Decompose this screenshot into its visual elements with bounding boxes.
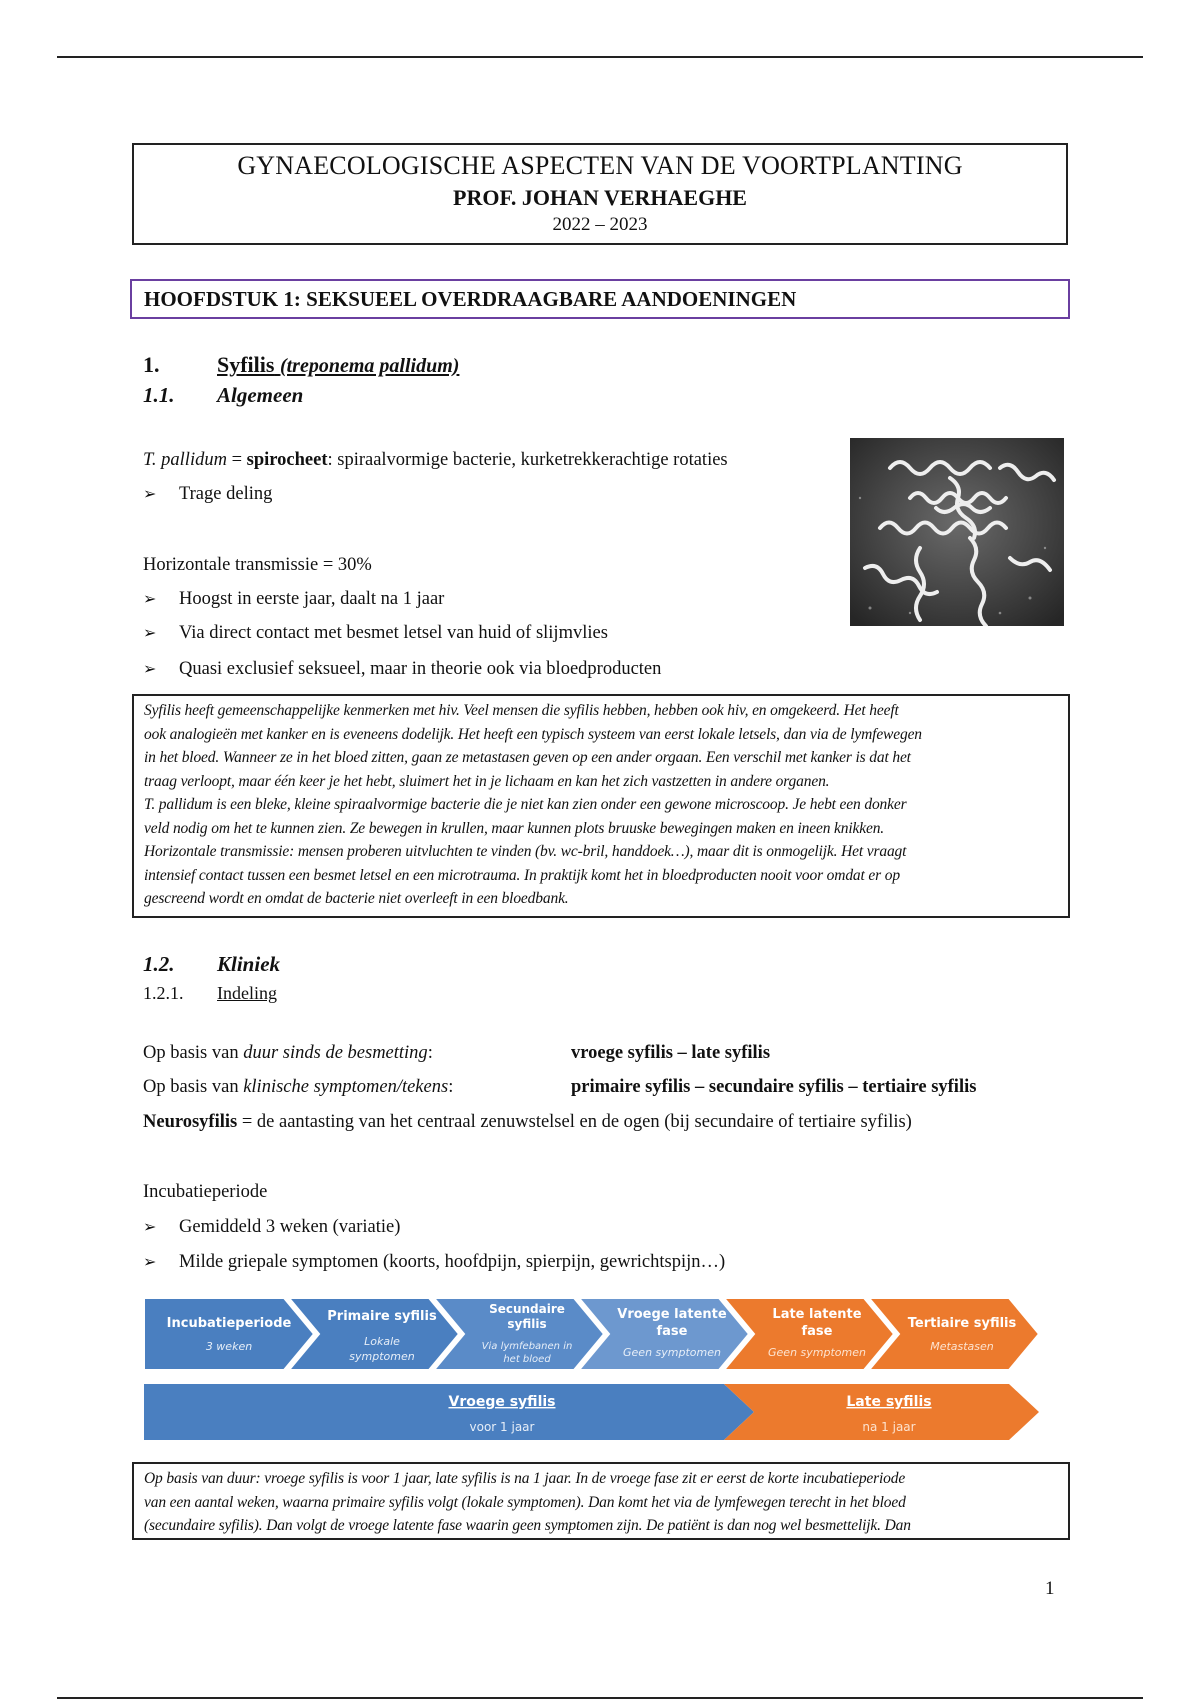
stage-title: Incubatieperiode	[166, 1316, 292, 1331]
section-1-2-1-title: Indeling	[217, 983, 277, 1003]
arrow-bullet-icon: ➢	[143, 484, 157, 503]
stage-subtitle: Lokale	[364, 1335, 400, 1348]
arrow-bullet-icon: ➢	[143, 589, 157, 608]
stage-title: Late latente	[772, 1307, 862, 1322]
note-line: Op basis van duur: vroege syfilis is voor 1 jaar, late syfilis is na 1 jaar. In de vroege fase zit er eerst de korte incubatieperiode	[144, 1470, 906, 1487]
chapter-heading: HOOFDSTUK 1: SEKSUEEL OVERDRAAGBARE AANDOENINGEN	[130, 279, 1070, 319]
stage-title: Secundaire	[489, 1302, 565, 1316]
page-number: 1	[1045, 1578, 1055, 1599]
stage-title: fase	[656, 1324, 688, 1339]
stage-subtitle: symptomen	[349, 1350, 415, 1363]
transmission-bullet: ➢ Quasi exclusief seksueel, maar in theorie ook via bloedproducten	[143, 659, 662, 679]
note-line: intensief contact tussen een besmet letsel en een microtrauma. In praktijk komt het in bloedproducten nooit voor omdat er op	[144, 866, 900, 884]
note-line: (secundaire syfilis). Dan volgt de vroege latente fase waarin geen symptomen zijn. De patiënt is dan nog wel besmettelijk. Dan	[144, 1517, 911, 1534]
section-1-number: 1.	[143, 352, 160, 377]
bottom-rule	[57, 1697, 1143, 1699]
document-title: GYNAECOLOGISCHE ASPECTEN VAN DE VOORTPLANTING	[237, 151, 963, 180]
phase-subtitle: voor 1 jaar	[469, 1420, 535, 1434]
note-line: in het bloed. Wanneer ze in het bloed zitten, gaan ze metastasen geven op een ander orgaan. Een verschil met kanker is dat het	[144, 749, 911, 766]
spirochete-illustration	[850, 438, 1064, 626]
arrow-bullet-icon: ➢	[143, 623, 157, 642]
arrow-bullet-icon: ➢	[143, 1217, 157, 1236]
syphilis-stages-diagram	[144, 1294, 1054, 1444]
phase-subtitle: na 1 jaar	[862, 1420, 916, 1434]
note-line: van een aantal weken, waarna primaire syfilis volgt (lokale symptomen). Dan komt het via de lymfewegen terecht in het bloed	[144, 1493, 906, 1511]
academic-year: 2022 – 2023	[552, 214, 648, 235]
stage-subtitle: 3 weken	[205, 1340, 253, 1353]
classification-duration-value: vroege syfilis – late syfilis	[571, 1043, 771, 1063]
stage-title: Vroege latente	[617, 1307, 727, 1322]
phase-arrow-late-syfilis	[724, 1384, 1039, 1440]
note-line: gescreend wordt en omdat de bacterie niet overleeft in een bloedbank.	[144, 890, 569, 907]
section-1-2-title: Kliniek	[217, 952, 281, 976]
stage-subtitle: Via lymfebanen in	[481, 1341, 573, 1352]
classification-symptoms-value: primaire syfilis – secundaire syfilis – tertiaire syfilis	[571, 1077, 977, 1097]
stage-subtitle: Metastasen	[930, 1340, 994, 1353]
arrow-bullet-icon: ➢	[143, 659, 157, 678]
note-line: ook analogieën met kanker en is eveneens dodelijk. Het heeft een typisch systeem van eerst lokale letsels, dan via de lymfewegen	[144, 725, 922, 743]
note-line: Horizontale transmissie: mensen proberen uitvluchten te vinden (bv. wc-bril, handdoek…), maar dit is onmogelijk. Het vraagt	[144, 843, 907, 860]
phase-title: Late syfilis	[846, 1394, 932, 1410]
stage-subtitle: Geen symptomen	[623, 1346, 721, 1359]
bullet-trage-deling: ➢ Trage deling	[143, 484, 273, 504]
incubation-heading: Incubatieperiode	[143, 1182, 268, 1202]
top-rule	[57, 56, 1143, 58]
stage-title: Primaire syfilis	[327, 1309, 437, 1324]
incubation-bullet: ➢ Milde griepale symptomen (koorts, hoofdpijn, spierpijn, gewrichtspijn…)	[143, 1252, 726, 1272]
phase-arrow-vroege-syfilis	[144, 1384, 754, 1440]
classification-symptoms-label: Op basis van klinische symptomen/tekens:	[143, 1077, 454, 1097]
spirochete-microscopy-image	[850, 438, 1064, 626]
section-1-1-title: Algemeen	[217, 383, 304, 407]
note-line: traag verloopt, maar één keer je het hebt, sluimert het in je lichaam en kan het zich vastzetten in andere organen.	[144, 772, 830, 790]
section-1-2-number: 1.2.	[143, 952, 175, 976]
phase-title: Vroege syfilis	[448, 1394, 556, 1410]
stage-title: Tertiaire syfilis	[907, 1316, 1017, 1331]
stage-title: syfilis	[507, 1317, 547, 1331]
transmission-line: Horizontale transmissie = 30%	[143, 555, 372, 575]
note-line: T. pallidum is een bleke, kleine spiraalvormige bacterie die je niet kan zien onder een gewone microscoop. Je hebt een donker	[144, 796, 907, 813]
transmission-bullet: ➢ Hoogst in eerste jaar, daalt na 1 jaar	[143, 589, 445, 609]
classification-duration-label: Op basis van duur sinds de besmetting:	[143, 1043, 433, 1063]
definition-line: T. pallidum = spirocheet: spiraalvormige bacterie, kurketrekkerachtige rotaties	[143, 450, 728, 470]
stage-title: fase	[801, 1324, 833, 1339]
section-1-2-1-number: 1.2.1.	[143, 983, 184, 1003]
lecture-note-box	[132, 694, 1070, 918]
arrow-bullet-icon: ➢	[143, 1252, 157, 1271]
section-1-1-number: 1.1.	[143, 383, 175, 407]
professor-name: PROF. JOHAN VERHAEGHE	[453, 185, 747, 210]
stage-arrow-incubatieperiode	[144, 1298, 314, 1370]
transmission-bullet: ➢ Via direct contact met besmet letsel van huid of slijmvlies	[143, 623, 608, 643]
stage-subtitle: het bloed	[503, 1354, 551, 1365]
neurosyphilis-definition: Neurosyfilis = de aantasting van het centraal zenuwstelsel en de ogen (bij secundaire of tertiaire syfilis)	[143, 1112, 912, 1132]
note-line: Syfilis heeft gemeenschappelijke kenmerken met hiv. Veel mensen die syfilis hebben, hebben ook hiv, en omgekeerd. Het heeft	[144, 702, 899, 719]
lecture-note-box	[132, 1462, 1070, 1540]
note-line: veld nodig om het te kunnen zien. Ze bewegen in krullen, maar kunnen plots bruuske bewegingen maken en ineen knikken.	[144, 819, 885, 837]
incubation-bullet: ➢ Gemiddeld 3 weken (variatie)	[143, 1217, 401, 1237]
stage-subtitle: Geen symptomen	[768, 1346, 866, 1359]
section-1-title: Syfilis (treponema pallidum)	[217, 352, 460, 377]
document-title-box	[132, 143, 1068, 245]
